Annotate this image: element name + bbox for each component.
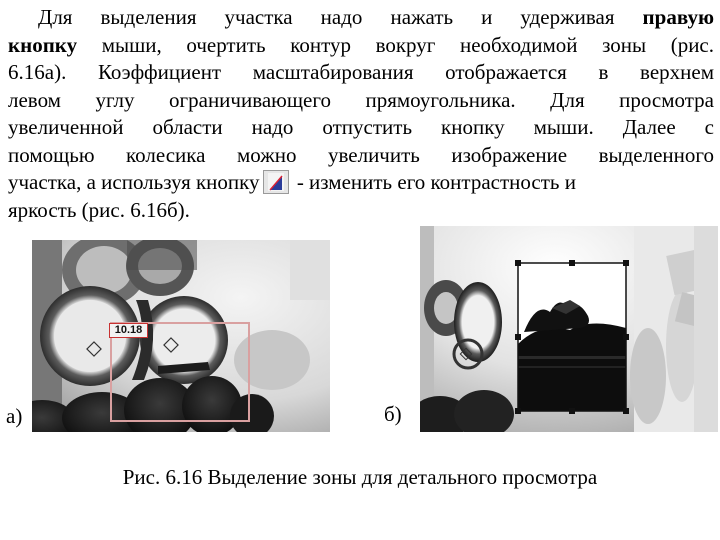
paragraph-line-4: левом углу ограничивающего прямоугольника. Для просмотра [8,87,714,112]
paragraph-text: Для выделения участка надо нажать и удерживая [38,5,643,29]
figure-b-label: б) [384,402,402,426]
figure-a-label: а) [6,404,23,428]
paragraph-text: - изменить его контрастность и [291,170,576,194]
contrast-brightness-icon [263,170,289,194]
paragraph-line-1 [8,4,714,32]
paragraph-line-8: яркость (рис. 6.16б). [8,197,190,222]
bold-text-button: кнопку [8,32,78,57]
bold-text-right: правую [642,5,714,29]
caption-text: Рис. 6.16 Выделение зоны для детального просмотра [122,465,598,489]
paragraph-text: участка, а используя кнопку [8,170,260,194]
figure-b-xray-image [420,226,718,432]
paragraph-line-7 [8,169,714,197]
body-paragraph [8,4,714,224]
paragraph-line-6: помощью колесика можно увеличить изображение выделенного [8,142,714,167]
paragraph-line-5: увеличенной области надо отпустить кнопку мыши. Далее с [8,115,714,139]
zoom-factor-badge: 10.18 [109,323,148,338]
figure-caption [0,465,720,490]
paragraph-line-3: 6.16а). Коэффициент масштабирования отображается в верхнем [8,60,714,84]
paragraph-text: мыши, очертить контур вокруг необходимой зоны (рис. [77,32,714,57]
figure-a-xray-image [32,240,330,432]
paragraph-line-2 [8,32,714,60]
